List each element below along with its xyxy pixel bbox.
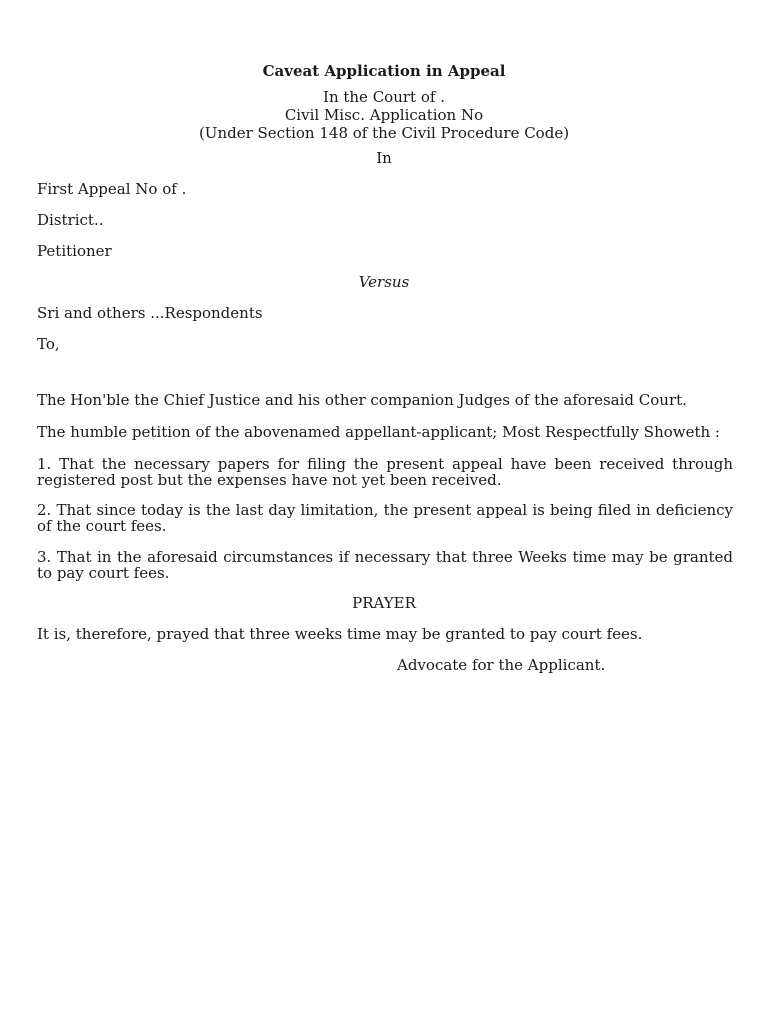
point-2: 2. That since today is the last day limitation, the present appeal is being filed in deficiency of the court fees.	[37, 501, 733, 535]
section-line: (Under Section 148 of the Civil Procedure Code)	[198, 124, 570, 142]
prayer-text: It is, therefore, prayed that three weeks time may be granted to pay court fees.	[37, 625, 643, 643]
signature-line: Advocate for the Applicant.	[397, 656, 606, 674]
versus-line: Versus	[358, 273, 410, 291]
respondents-line: Sri and others ...Respondents	[37, 304, 263, 322]
point-1: 1. That the necessary papers for filing the present appeal have been received through registered post but the expenses have not yet been received.	[37, 455, 733, 489]
first-appeal-line: First Appeal No of .	[37, 180, 187, 198]
to-line: To,	[37, 335, 60, 353]
petitioner-line: Petitioner	[37, 242, 112, 260]
application-line: Civil Misc. Application No	[284, 106, 484, 124]
addressee-line: The Hon'ble the Chief Justice and his other companion Judges of the aforesaid Court.	[37, 391, 687, 409]
in-line: In	[376, 149, 392, 167]
document-title: Caveat Application in Appeal	[262, 62, 506, 80]
district-line: District..	[37, 211, 104, 229]
petition-intro: The humble petition of the abovenamed appellant-applicant; Most Respectfully Showeth :	[37, 423, 720, 441]
prayer-heading: PRAYER	[352, 594, 416, 612]
court-line: In the Court of .	[323, 88, 445, 106]
point-3: 3. That in the aforesaid circumstances if necessary that three Weeks time may be granted to pay court fees.	[37, 548, 733, 582]
